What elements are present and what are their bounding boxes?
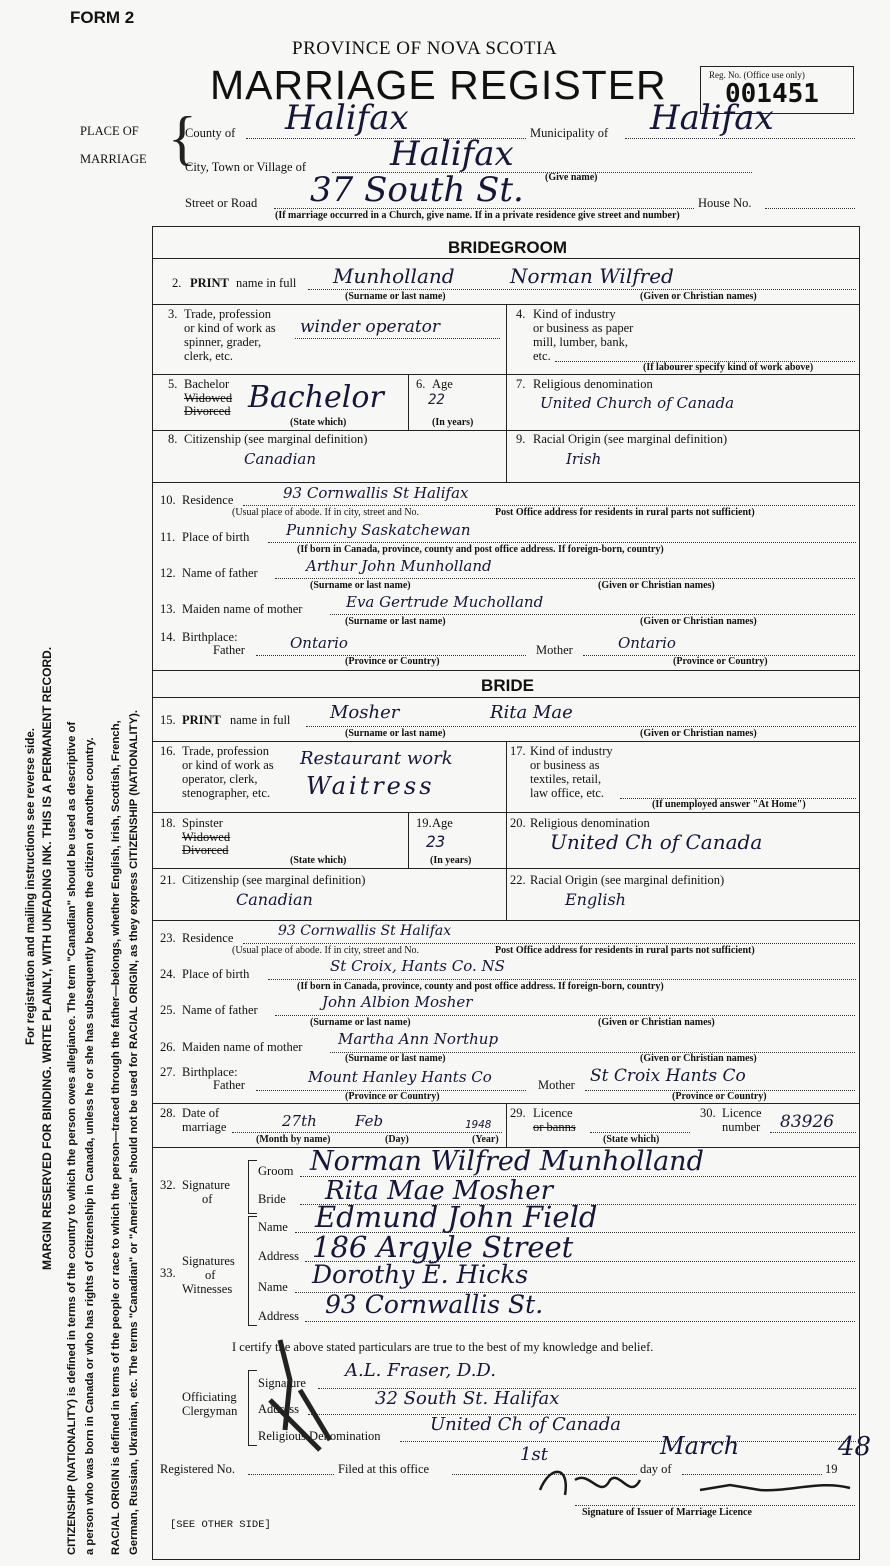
q32-l2: of <box>202 1192 213 1206</box>
q19-age-hint: (In years) <box>430 855 472 866</box>
witness-brace <box>248 1216 257 1326</box>
q16-l1: Trade, profession <box>182 744 270 758</box>
groom-birth: Punnichy Saskatchewan <box>286 521 471 539</box>
see-other-side: [SEE OTHER SIDE] <box>170 1519 271 1531</box>
bride-religion: United Ch of Canada <box>550 830 763 854</box>
bride-trade2: Waitress <box>306 772 435 800</box>
groom-given: Norman Wilfred <box>510 264 674 288</box>
filed-label: Filed at this office <box>338 1462 430 1476</box>
q15-given-hint: (Given or Christian names) <box>640 728 757 739</box>
q4-num: 4. <box>516 307 526 321</box>
q19-num: 19. <box>416 816 432 830</box>
q15-label: name in full <box>230 713 291 727</box>
q25-label: Name of father <box>182 1003 258 1017</box>
bride-trade1: Restaurant work <box>300 748 453 769</box>
q7-num: 7. <box>516 377 526 391</box>
day-hint: (Day) <box>385 1134 409 1145</box>
q14-prov-hint-f: (Province or Country) <box>345 656 440 667</box>
q25-given-hint: (Given or Christian names) <box>598 1017 715 1028</box>
month-hint: (Month by name) <box>256 1134 331 1145</box>
q3-l1: Trade, profession <box>184 307 272 321</box>
bride-given: Rita Mae <box>490 702 573 723</box>
q2-print: PRINT <box>190 276 229 290</box>
q16-l3: operator, clerk, <box>182 772 258 786</box>
q17-l1: Kind of industry <box>530 744 613 758</box>
q30-l2: number <box>722 1120 761 1134</box>
bride-birth: St Croix, Hants Co. NS <box>330 957 505 975</box>
q14-mother-label: Mother <box>536 643 573 657</box>
street-label: Street or Road <box>185 196 258 210</box>
margin-note-5: RACIAL ORIGIN is defined in terms of the people or race to which the person—traced through the father—belongs, whether English, Irish, Scottish, French, <box>110 720 122 1555</box>
groom-mother: Eva Gertrude Mucholland <box>346 593 544 611</box>
q11-num: 11. <box>160 530 176 544</box>
street-value: 37 South St. <box>310 170 524 210</box>
q27-prov-hint-f: (Province or Country) <box>345 1091 440 1102</box>
q14-num: 14. <box>160 630 176 644</box>
q10-label: Residence <box>182 493 234 507</box>
filed-day: 1st <box>520 1444 548 1465</box>
q8-label: Citizenship (see marginal definition) <box>184 432 368 446</box>
give-name-hint: (Give name) <box>545 172 598 183</box>
q15-surname-hint: (Surname or last name) <box>345 728 446 739</box>
province-title: PROVINCE OF NOVA SCOTIA <box>292 38 558 59</box>
sig-brace <box>248 1160 257 1214</box>
house-label: House No. <box>698 196 752 210</box>
groom-mother-birth: Ontario <box>618 634 676 652</box>
w2-address: 93 Cornwallis St. <box>325 1290 544 1319</box>
clergy-label1: Officiating <box>182 1390 237 1404</box>
marriage-year: 1948 <box>465 1118 492 1131</box>
q29-l2: or banns <box>533 1120 576 1134</box>
issuer-signature <box>530 1460 860 1506</box>
bride-surname: Mosher <box>330 702 400 723</box>
q10-num: 10. <box>160 493 176 507</box>
q16-num: 16. <box>160 744 176 758</box>
q7-label: Religious denomination <box>533 377 653 391</box>
q30-num: 30. <box>700 1106 716 1120</box>
county-value: Halifax <box>285 98 409 138</box>
q32-l1: Signature <box>182 1178 230 1192</box>
q14-prov-hint-m: (Province or Country) <box>673 656 768 667</box>
q33-num: 33. <box>160 1266 176 1280</box>
q23-num: 23. <box>160 931 176 945</box>
q26-num: 26. <box>160 1040 176 1054</box>
q23-hint1: (Usual place of abode. If in city, street and No. <box>232 945 420 956</box>
q13-given-hint: (Given or Christian names) <box>640 616 757 627</box>
q15-print: PRINT <box>182 713 221 727</box>
clergy-sig-label: Signature <box>258 1376 306 1390</box>
groom-sig-label: Groom <box>258 1164 294 1178</box>
q18-l1: Spinster <box>182 816 223 830</box>
q10-hint1: (Usual place of abode. If in city, street and No. <box>232 507 420 518</box>
q10-hint2: Post Office address for residents in rural parts not sufficient) <box>495 507 755 518</box>
q21-label: Citizenship (see marginal definition) <box>182 873 366 887</box>
q23-hint2: Post Office address for residents in rural parts not sufficient) <box>495 945 755 956</box>
margin-note-6: German, Russian, Ukrainian, etc. The terms "Canadian" or "American" should not be used for RACIAL ORIGIN, as they express CITIZENSHIP (NATIONALITY). <box>128 709 140 1555</box>
bride-sig-label: Bride <box>258 1192 286 1206</box>
q9-label: Racial Origin (see marginal definition) <box>533 432 728 446</box>
bridegroom-heading: BRIDEGROOM <box>448 238 567 257</box>
w1-address: 186 Argyle Street <box>312 1230 574 1264</box>
q17-l2: or business as <box>530 758 600 772</box>
marriage-day: 27th <box>282 1112 317 1130</box>
groom-age: 22 <box>428 392 445 408</box>
municipality-label: Municipality of <box>530 126 609 140</box>
q26-surname-hint: (Surname or last name) <box>345 1053 446 1064</box>
w2-address-label: Address <box>258 1309 299 1323</box>
surname-hint: (Surname or last name) <box>345 291 446 302</box>
q26-label: Maiden name of mother <box>182 1040 303 1054</box>
q17-l4: law office, etc. <box>530 786 605 800</box>
county-label: County of <box>185 126 236 140</box>
marriage-label: MARRIAGE <box>80 152 147 166</box>
place-of-label: PLACE OF <box>80 124 139 138</box>
q27-prov-hint-m: (Province or Country) <box>672 1091 767 1102</box>
groom-religion: United Church of Canada <box>540 394 735 412</box>
q13-label: Maiden name of mother <box>182 602 303 616</box>
clergy-addr-label: Address <box>258 1402 299 1416</box>
q6-num: 6. <box>416 377 426 391</box>
groom-citizenship: Canadian <box>244 450 317 468</box>
q3-l4: clerk, etc. <box>184 349 233 363</box>
certify-text: I certify the above stated particulars are true to the best of my knowledge and belief. <box>232 1340 654 1354</box>
city-label: City, Town or Village of <box>185 160 307 174</box>
filed-month: March <box>660 1432 740 1460</box>
q18-l3: Divorced <box>182 843 229 857</box>
q22-num: 22. <box>510 873 526 887</box>
q33-l1: Signatures <box>182 1254 235 1268</box>
marriage-month: Feb <box>355 1112 384 1130</box>
q16-l4: stenographer, etc. <box>182 786 271 800</box>
q20-num: 20. <box>510 816 526 830</box>
q5-l2: Widowed <box>184 391 233 405</box>
q13-num: 13. <box>160 602 176 616</box>
clergy-address: 32 South St. Halifax <box>375 1388 560 1409</box>
q3-l3: spinner, grader, <box>184 335 262 349</box>
year-hint: (Year) <box>472 1134 499 1145</box>
bride-racial: English <box>565 890 626 909</box>
q4-l2: or business as paper <box>533 321 634 335</box>
filed-year-prefix: 19 <box>825 1462 838 1476</box>
licence-state-hint: (State which) <box>603 1134 660 1145</box>
bride-heading: BRIDE <box>481 676 534 695</box>
groom-surname: Munholland <box>333 264 455 288</box>
q3-num: 3. <box>168 307 178 321</box>
q12-label: Name of father <box>182 566 258 580</box>
bride-citizenship: Canadian <box>236 890 313 909</box>
q25-num: 25. <box>160 1003 176 1017</box>
groom-racial: Irish <box>566 450 602 468</box>
q30-l1: Licence <box>722 1106 762 1120</box>
q4-hint: (If labourer specify kind of work above) <box>643 362 814 373</box>
given-hint: (Given or Christian names) <box>640 291 757 302</box>
q23-label: Residence <box>182 931 234 945</box>
q14-father-label: Father <box>213 643 245 657</box>
q27-l1: Birthplace: <box>182 1065 238 1079</box>
clergy-signature: A.L. Fraser, D.D. <box>345 1360 496 1381</box>
q29-num: 29. <box>510 1106 526 1120</box>
registered-label: Registered No. <box>160 1462 235 1476</box>
margin-note-3: CITIZENSHIP (NATIONALITY) is defined in terms of the country to which the person owes allegiance. The term "Canadian" should be used as descriptive of <box>66 721 78 1555</box>
clergy-brace <box>248 1370 257 1446</box>
filing-mark <box>260 1320 360 1460</box>
day-of-label: day of <box>640 1462 672 1476</box>
q11-label: Place of birth <box>182 530 250 544</box>
q19-label: Age <box>432 816 453 830</box>
q4-l3: mill, lumber, bank, <box>533 335 628 349</box>
q24-num: 24. <box>160 967 176 981</box>
q17-hint: (If unemployed answer "At Home") <box>652 799 806 810</box>
q12-given-hint: (Given or Christian names) <box>598 580 715 591</box>
q12-surname-hint: (Surname or last name) <box>310 580 411 591</box>
q24-label: Place of birth <box>182 967 250 981</box>
q17-num: 17. <box>510 744 526 758</box>
q18-num: 18. <box>160 816 176 830</box>
clergy-denom-label: Religious Denomination <box>258 1429 381 1443</box>
q12-num: 12. <box>160 566 176 580</box>
form-number: FORM 2 <box>70 8 135 27</box>
margin-note-2: MARGIN RESERVED FOR BINDING. WRITE PLAINLY, WITH UNFADING INK. THIS IS A PERMANENT RECORD. <box>40 646 54 1270</box>
q29-l1: Licence <box>533 1106 573 1120</box>
q24-hint: (If born in Canada, province, county and post office address. If foreign-born, country) <box>297 981 664 992</box>
q18-state-hint: (State which) <box>290 855 347 866</box>
q13-surname-hint: (Surname or last name) <box>345 616 446 627</box>
q18-l2: Widowed <box>182 830 231 844</box>
w1-address-label: Address <box>258 1249 299 1263</box>
bride-residence: 93 Cornwallis St Halifax <box>278 923 452 939</box>
q9-num: 9. <box>516 432 526 446</box>
q28-num: 28. <box>160 1106 176 1120</box>
q16-l2: or kind of work as <box>182 758 274 772</box>
q6-label: Age <box>432 377 453 391</box>
filed-year: 48 <box>838 1432 872 1462</box>
q21-num: 21. <box>160 873 176 887</box>
bride-mother-birth: St Croix Hants Co <box>590 1066 746 1086</box>
state-hint: (State which) <box>290 417 347 428</box>
register-title: MARRIAGE REGISTER <box>210 62 667 108</box>
w1-name-label: Name <box>258 1220 288 1234</box>
q5-l3: Divorced <box>184 404 231 418</box>
groom-residence: 93 Cornwallis St Halifax <box>283 484 469 502</box>
q27-num: 27. <box>160 1065 176 1079</box>
place-brace: { <box>168 105 197 171</box>
q33-l3: Witnesses <box>182 1282 233 1296</box>
q33-l2: of <box>205 1268 216 1282</box>
margin-note-1: For registration and mailing instructions see reverse side. <box>25 728 37 1045</box>
q5-l1: Bachelor <box>184 377 230 391</box>
reg-no-label: Reg. No. (Office use only) <box>709 70 805 80</box>
q17-l3: textiles, retail, <box>530 772 602 786</box>
city-value: Halifax <box>390 134 514 174</box>
q2-label: name in full <box>236 276 297 290</box>
w2-name: Dorothy E. Hicks <box>312 1260 529 1289</box>
w1-name: Edmund John Field <box>315 1200 598 1234</box>
q27-father-label: Father <box>213 1078 245 1092</box>
q28-l2: marriage <box>182 1120 227 1134</box>
margin-note-4: a person who was born in Canada or who has rights of Citizenship in Canada, unless he or she has subsequently become the citizen of another country. <box>84 737 96 1555</box>
q32-num: 32. <box>160 1178 176 1192</box>
q15-num: 15. <box>160 713 176 727</box>
issuer-label: Signature of Issuer of Marriage Licence <box>582 1507 752 1518</box>
q14-l1: Birthplace: <box>182 630 238 644</box>
clergy-label2: Clergyman <box>182 1404 238 1418</box>
groom-signature: Norman Wilfred Munholland <box>310 1146 704 1177</box>
reg-no-value: 001451 <box>725 79 819 109</box>
age-hint: (In years) <box>432 417 474 428</box>
q22-label: Racial Origin (see marginal definition) <box>530 873 725 887</box>
q20-label: Religious denomination <box>530 816 650 830</box>
licence-number: 83926 <box>780 1112 835 1132</box>
groom-father: Arthur John Munholland <box>306 557 492 575</box>
groom-father-birth: Ontario <box>290 634 348 652</box>
q5-num: 5. <box>168 377 178 391</box>
q4-l1: Kind of industry <box>533 307 616 321</box>
bride-father: John Albion Mosher <box>322 993 473 1011</box>
w2-name-label: Name <box>258 1280 288 1294</box>
q8-num: 8. <box>168 432 178 446</box>
bride-father-birth: Mount Hanley Hants Co <box>308 1068 492 1086</box>
q11-hint: (If born in Canada, province, county and post office address. If foreign-born, country) <box>297 544 664 555</box>
q27-mother-label: Mother <box>538 1078 575 1092</box>
bride-signature: Rita Mae Mosher <box>325 1176 554 1206</box>
q26-given-hint: (Given or Christian names) <box>640 1053 757 1064</box>
q25-surname-hint: (Surname or last name) <box>310 1017 411 1028</box>
clergy-denom: United Ch of Canada <box>430 1414 622 1435</box>
q2-num: 2. <box>172 276 182 290</box>
bride-mother: Martha Ann Northup <box>338 1030 499 1048</box>
place-note: (If marriage occurred in a Church, give name. If in a private residence give street and number) <box>275 210 680 221</box>
municipality-value: Halifax <box>650 98 774 138</box>
groom-trade: winder operator <box>300 317 441 337</box>
q4-l4: etc. <box>533 349 551 363</box>
q28-l1: Date of <box>182 1106 220 1120</box>
q3-l2: or kind of work as <box>184 321 276 335</box>
groom-state: Bachelor <box>248 380 384 415</box>
bride-age: 23 <box>426 832 446 851</box>
